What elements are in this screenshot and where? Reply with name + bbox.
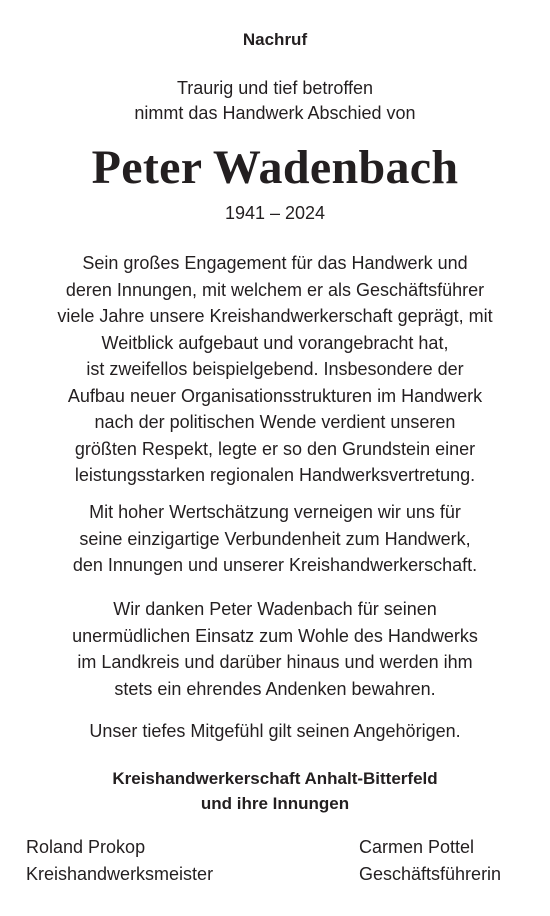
paragraph-line: leistungsstarken regionalen Handwerksvertretung. (74, 465, 476, 485)
signer-title: Kreishandwerksmeister (26, 863, 214, 884)
paragraph-line: ist zweifellos beispielgebend. Insbesondere der (86, 359, 464, 379)
paragraph-line: Aufbau neuer Organisationsstrukturen im Handwerk (67, 385, 483, 406)
organization-line: und ihre Innungen (200, 794, 350, 813)
paragraph-line: deren Innungen, mit welchem er als Geschäftsführer (65, 279, 485, 300)
appreciation-paragraph (0, 499, 550, 579)
signer-right (359, 834, 501, 887)
paragraph-line: Wir danken Peter Wadenbach für seinen (113, 599, 437, 619)
organization-line: Kreishandwerkerschaft Anhalt-Bitterfeld (112, 769, 438, 788)
signer-name: Roland Prokop (26, 837, 146, 857)
paragraph-line: stets ein ehrendes Andenken bewahren. (114, 678, 436, 699)
paragraph-line: unermüdlichen Einsatz zum Wohle des Handwerks (72, 625, 478, 646)
paragraph-line: Sein großes Engagement für das Handwerk und (82, 253, 468, 273)
paragraph-line: Weitblick aufgebaut und vorangebracht hat, (101, 332, 449, 353)
paragraph-line: Unser tiefes Mitgefühl gilt seinen Angehörigen. (89, 721, 461, 741)
paragraph-line: Mit hoher Wertschätzung verneigen wir uns für (89, 502, 461, 522)
life-dates: 1941 – 2024 (224, 203, 326, 223)
intro-line: nimmt das Handwerk Abschied von (134, 103, 416, 123)
notice-header: Nachruf (242, 30, 308, 49)
paragraph-line: im Landkreis und darüber hinaus und werden ihm (77, 652, 473, 672)
condolence-paragraph (0, 718, 550, 745)
signer-left (26, 834, 213, 887)
thanks-paragraph (0, 596, 550, 702)
paragraph-line: den Innungen und unserer Kreishandwerkerschaft. (72, 555, 478, 575)
tribute-paragraph (0, 250, 550, 489)
paragraph-line: nach der politischen Wende verdient unseren (94, 412, 456, 432)
organization-block (0, 766, 550, 816)
paragraph-line: viele Jahre unsere Kreishandwerkerschaft geprägt, mit (57, 306, 493, 326)
intro-text (0, 76, 550, 126)
intro-line: Traurig und tief betroffen (176, 78, 374, 98)
deceased-name: Peter Wadenbach (91, 141, 459, 194)
signer-name: Carmen Pottel (359, 837, 475, 857)
paragraph-line: seine einzigartige Verbundenheit zum Handwerk, (79, 528, 471, 549)
signer-title: Geschäftsführerin (359, 863, 502, 884)
paragraph-line: größten Respekt, legte er so den Grundstein einer (74, 438, 476, 459)
